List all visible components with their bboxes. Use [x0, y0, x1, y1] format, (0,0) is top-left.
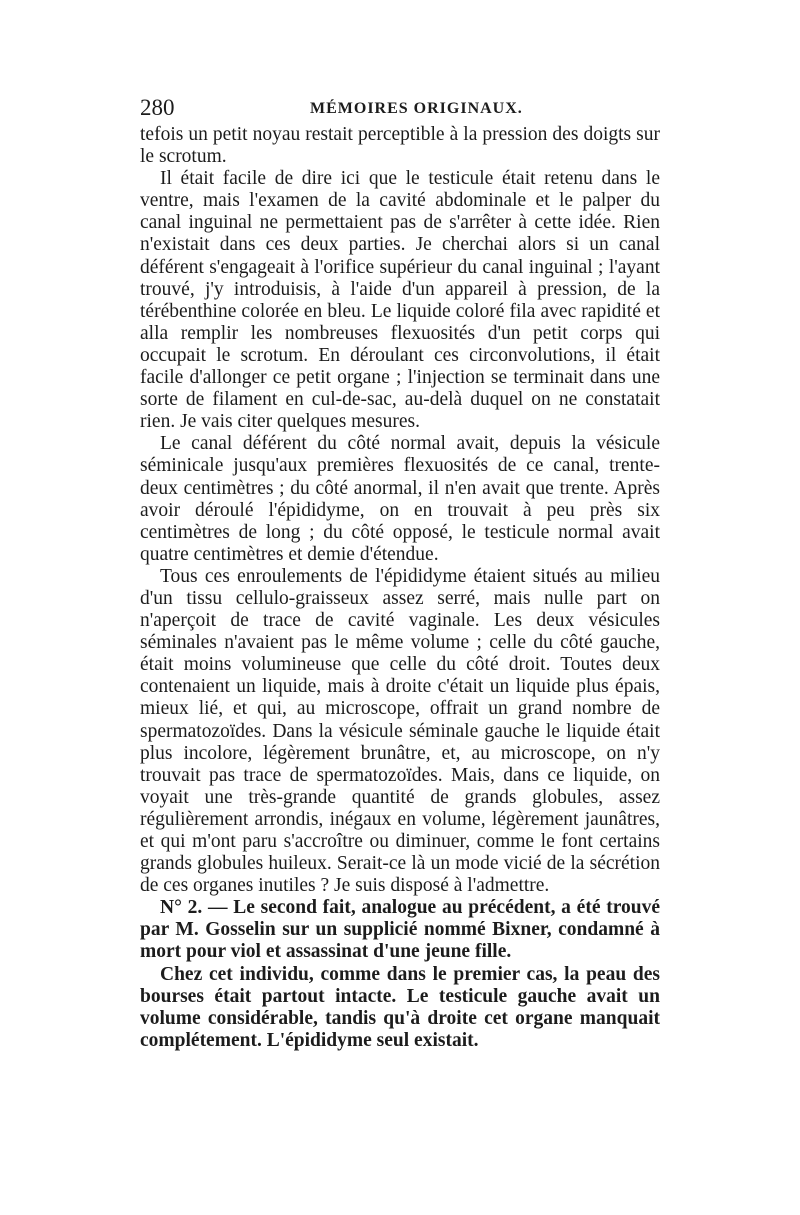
page-header: [140, 94, 660, 122]
page-number: 280: [140, 95, 175, 120]
paragraph-case-two: N° 2. — Le second fait, analogue au précédent, a été trouvé par M. Gosselin sur un supplicié nommé Bixner, condamné à mort pour viol et assassinat d'une jeune fille.: [140, 897, 660, 963]
paragraph-examination: Il était facile de dire ici que le testicule était retenu dans le ventre, mais l'examen de la cavité abdominale et le palper du canal inguinal ne permettaient pas de s'arrêter à cette idée. Rien n'existait dans ces deux parties. Je cherchai alors si un canal déférent s'engageait à l'orifice supérieur du canal inguinal ; l'ayant trouvé, j'y introduisis, à l'aide d'un appareil à pression, de la térébenthine colorée en bleu. Le liquide coloré fila avec rapidité et alla remplir les nombreuses flexuosités d'un petit corps qui occupait le scrotum. En déroulant ces circonvolutions, il était facile d'allonger ce petit organe ; l'injection se terminait dans une sorte de filament en cul-de-sac, au-delà duquel on ne constatait rien. Je vais citer quelques mesures.: [140, 168, 660, 433]
body-text: [140, 124, 660, 1052]
paragraph-continuation: tefois un petit noyau restait perceptible à la pression des doigts sur le scrotum.: [140, 124, 660, 168]
running-head: MÉMOIRES ORIGINAUX.: [310, 100, 523, 117]
paragraph-case-two-detail: Chez cet individu, comme dans le premier cas, la peau des bourses était partout intacte. Le testicule gauche avait un volume considérable, tandis qu'à droite cet organe manquait complétement. L'épididyme seul existait.: [140, 963, 660, 1051]
paragraph-vesicles: Tous ces enroulements de l'épididyme étaient situés au milieu d'un tissu cellulo-graisseux assez serré, mais nulle part on n'aperçoit de trace de cavité vaginale. Les deux vésicules séminales n'avaient pas le même volume ; celle du côté gauche, était moins volumineuse que celle du côté droit. Toutes deux contenaient un liquide, mais à droite c'était un liquide plus épais, mieux lié, et qui, au microscope, offrait un grand nombre de spermatozoïdes. Dans la vésicule séminale gauche le liquide était plus incolore, légèrement brunâtre, et, au microscope, on n'y trouvait pas trace de spermatozoïdes. Mais, dans ce liquide, on voyait une très-grande quantité de grands globules, assez régulièrement arrondis, inégaux en volume, légèrement jaunâtres, et qui m'ont paru s'accroître ou diminuer, comme le font certains grands globules huileux. Serait-ce là un mode vicié de la sécrétion de ces organes inutiles ? Je suis disposé à l'admettre.: [140, 565, 660, 897]
paragraph-measurements: Le canal déférent du côté normal avait, depuis la vésicule séminicale jusqu'aux premières flexuosités de ce canal, trente-deux centimètres ; du côté anormal, il n'en avait que trente. Après avoir déroulé l'épididyme, on en trouvait à peu près six centimètres de long ; du côté opposé, le testicule normal avait quatre centimètres et demie d'étendue.: [140, 433, 660, 565]
